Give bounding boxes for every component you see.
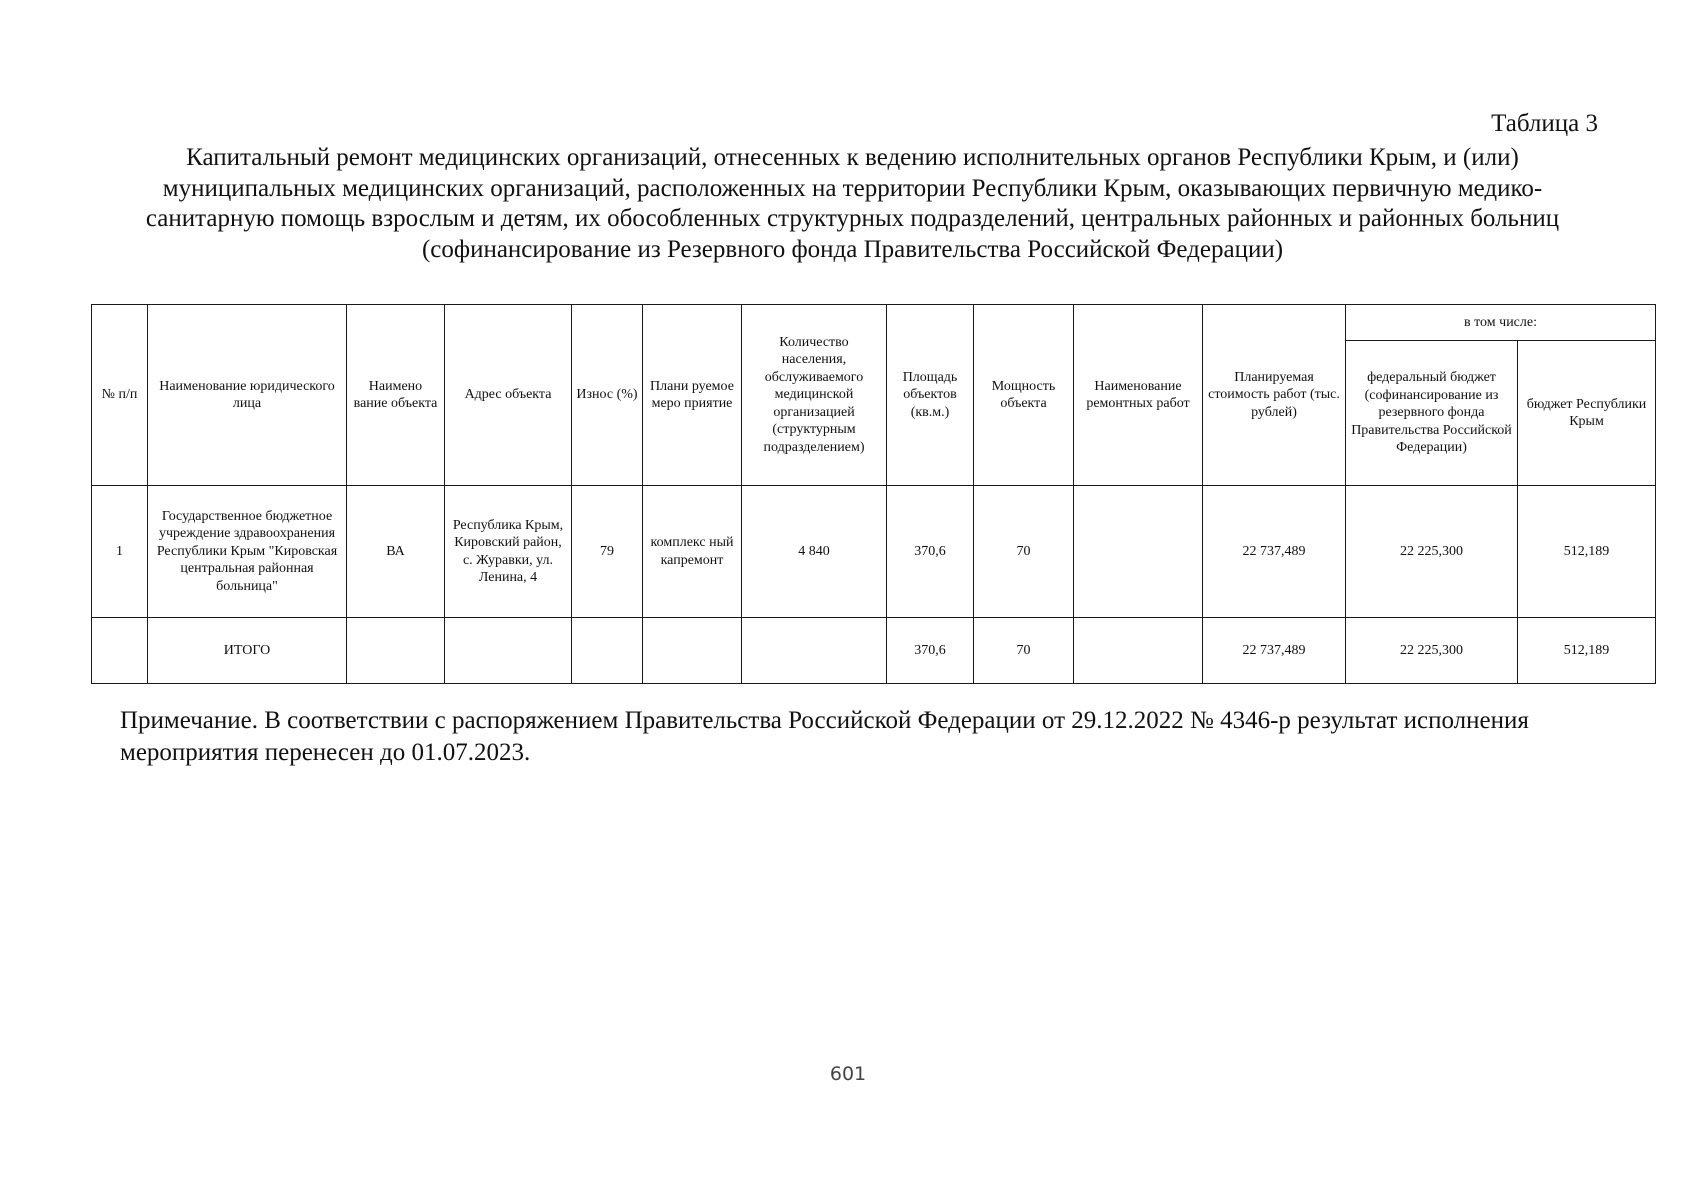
cell-population: 4 840 (742, 486, 887, 618)
total-row (92, 618, 1656, 684)
cell-legal-entity: Государственное бюджетное учреждение здравоохранения Республики Крым "Кировская центральная районная больница" (148, 486, 347, 618)
header-population: Количество населения, обслуживаемого медицинской организацией (структурным подразделением) (742, 305, 887, 486)
total-cell-num (92, 618, 148, 684)
cell-object-name: ВА (347, 486, 445, 618)
cell-capacity: 70 (974, 486, 1074, 618)
document-title: Капитальный ремонт медицинских организаций, отнесенных к ведению исполнительных органов Республики Крым, и (или) муниципальных медицинских организаций, расположенных на территории Республики Крым, оказывающих первичную медико-санитарную помощь взрослым и детям, их обособленных структурных подразделений, центральных районных и районных больниц (софинансирование из Резервного фонда Правительства Российской Федерации) (145, 144, 1560, 263)
total-federal-budget: 22 225,300 (1346, 618, 1518, 684)
cell-num: 1 (92, 486, 148, 618)
total-cell-planned-measure (643, 618, 742, 684)
total-cell-wear (572, 618, 643, 684)
header-num: № п/п (92, 305, 148, 486)
total-capacity: 70 (974, 618, 1074, 684)
cell-planned-cost: 22 737,489 (1203, 486, 1346, 618)
header-planned-measure: Плани руемое меро приятие (643, 305, 742, 486)
header-area: Площадь объектов (кв.м.) (887, 305, 974, 486)
total-republic-budget: 512,189 (1518, 618, 1656, 684)
header-address: Адрес объекта (445, 305, 572, 486)
total-area: 370,6 (887, 618, 974, 684)
total-planned-cost: 22 737,489 (1203, 618, 1346, 684)
header-republic-budget: бюджет Республики Крым (1518, 341, 1656, 486)
total-cell-repair-works (1074, 618, 1203, 684)
header-object-name: Наимено вание объекта (347, 305, 445, 486)
cell-repair-works (1074, 486, 1203, 618)
note: Примечание. В соответствии с распоряжением Правительства Российской Федерации от 29.12.2022 № 4346-р результат исполнения мероприятия перенесен до 01.07.2023. (120, 707, 1529, 766)
cell-federal-budget: 22 225,300 (1346, 486, 1518, 618)
capital-repair-table (91, 304, 1656, 684)
header-repair-works: Наименование ремонтных работ (1074, 305, 1203, 486)
header-wear: Износ (%) (572, 305, 643, 486)
table-label: Таблица 3 (1491, 110, 1598, 137)
header-federal-budget: федеральный бюджет (софинансирование из резервного фонда Правительства Российской Федерации) (1346, 341, 1518, 486)
total-label: ИТОГО (148, 618, 347, 684)
header-including: в том числе: (1346, 305, 1656, 341)
header-capacity: Мощность объекта (974, 305, 1074, 486)
total-cell-object-name (347, 618, 445, 684)
table-row (92, 486, 1656, 618)
cell-address: Республика Крым, Кировский район, с. Журавки, ул. Ленина, 4 (445, 486, 572, 618)
cell-planned-measure: комплекс ный капремонт (643, 486, 742, 618)
cell-wear: 79 (572, 486, 643, 618)
total-cell-population (742, 618, 887, 684)
header-legal-entity: Наименование юридического лица (148, 305, 347, 486)
page-number: 601 (829, 1063, 867, 1085)
cell-republic-budget: 512,189 (1518, 486, 1656, 618)
cell-area: 370,6 (887, 486, 974, 618)
header-planned-cost: Планируемая стоимость работ (тыс. рублей) (1203, 305, 1346, 486)
total-cell-address (445, 618, 572, 684)
